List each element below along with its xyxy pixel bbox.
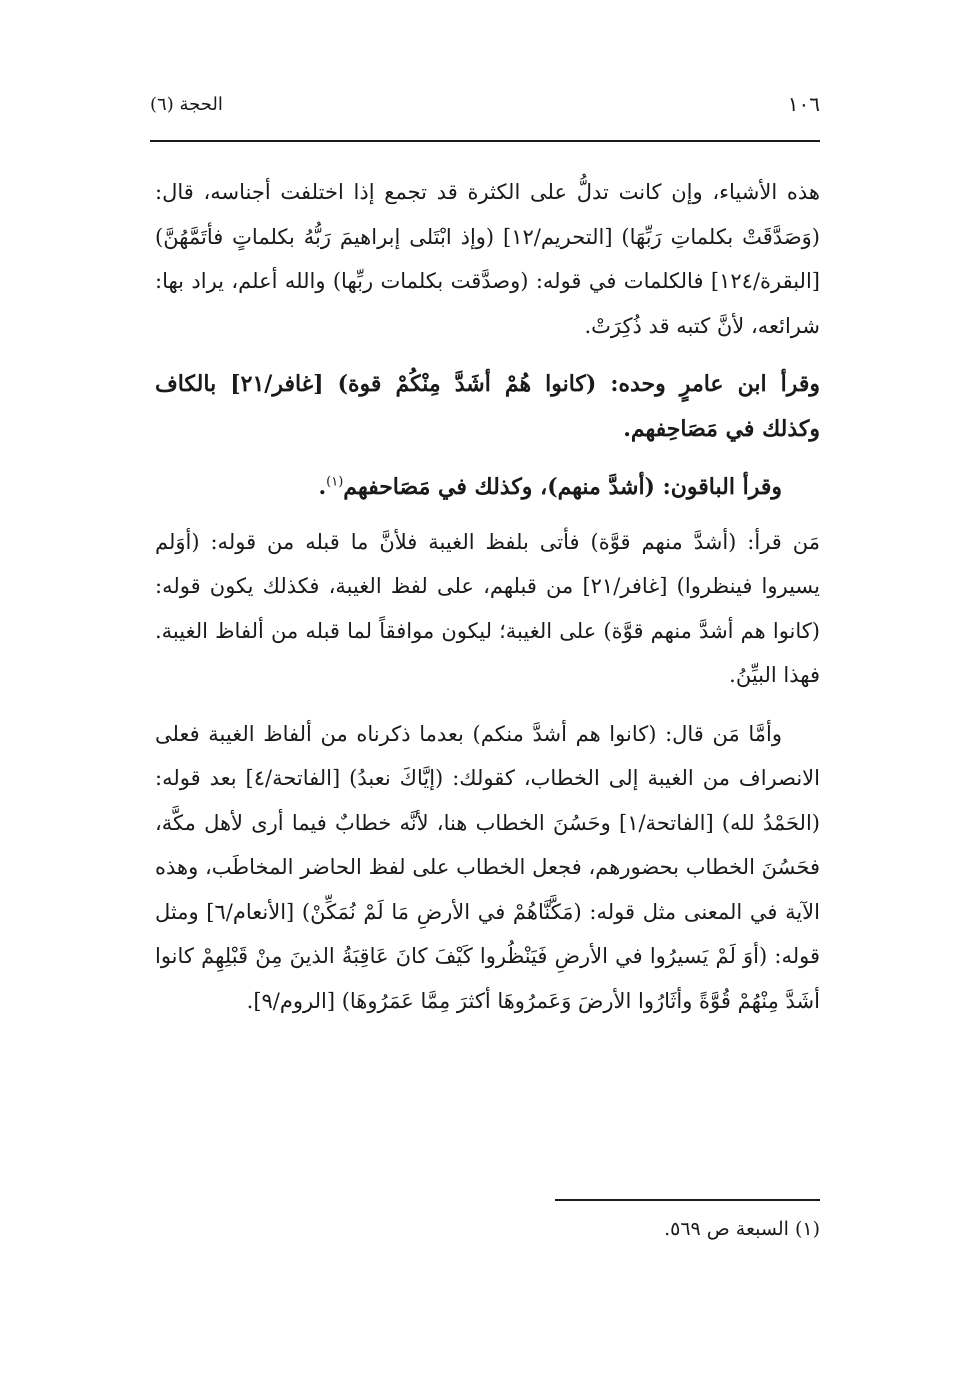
page-header bbox=[150, 92, 820, 126]
paragraph-1: هذه الأشياء، وإن كانت تدلُّ على الكثرة قد تجمع إذا اختلفت أجناسه، قال: (وَصَدَّقَتْ بكلماتِ رَبِّهَا) [التحريم/١٢] (وإذ ابْتَلى إبراهيمَ رَبُّهُ بكلماتٍ فأتَمَّهُنَّ) [البقرة/١٢٤] فالكلمات في قوله: (وصدَّقت بكلمات ربِّها) والله أعلم، يراد بها: شرائعه، لأنَّ كتبه قد ذُكِرَتْ. bbox=[155, 180, 820, 338]
main-text bbox=[155, 170, 820, 1023]
footnote-divider bbox=[555, 1199, 820, 1201]
paragraph-4: مَن قرأ: (أشدَّ منهم قوَّة) فأتى بلفظ الغيبة فلأنَّ ما قبله من قوله: (أوَلم يسيروا فينظروا) [غافر/٢١] من قبلهم، على لفظ الغيبة، فكذلك يكون قوله: (كانوا هم أشدَّ منهم قوَّة) على الغيبة؛ ليكون موافقاً لما قبله من ألفاظ الغيبة. فهذا البيِّنُ. bbox=[155, 529, 821, 687]
footnote-reference: (١) bbox=[326, 474, 344, 490]
paragraph-3-text: وقرأ الباقون: (أشدَّ منهم)، وكذلك في مَصَاحفهم bbox=[343, 474, 782, 500]
footnote-1: (١) السبعة ص ٥٦٩. bbox=[664, 1218, 820, 1240]
paragraph-5: وأمَّا مَن قال: (كانوا هم أشدَّ منكم) بعدما ذكرناه من ألفاظ الغيبة فعلى الانصراف من الغيبة إلى الخطاب، كقولك: (إيَّاكَ نعبدُ) [الفاتحة/٤] بعد قوله: (الحَمْدُ لله) [الفاتحة/١] وحَسُنَ الخطاب هنا، لأنَّه خطابٌ فيما أرى لأهل مكَّة، فحَسُنَ الخطاب بحضورهم، فجعل الخطاب على لفظ الحاضر المخاطَب، وهذه الآية في المعنى مثل قوله: (مَكَّنَّاهُمْ في الأرضِ مَا لَمْ نُمَكِّنْ) [الأنعام/٦] ومثل قوله: (أوَ لَمْ يَسيرُوا في الأرضِ فَيَنْظُروا كَيْفَ كانَ عَاقِبَةُ الذينَ مِنْ قَبْلِهِمْ كانوا أشَدَّ مِنْهُمْ قُوَّةً وأثَارُوا الأرضَ وَعَمرُوهَا أكثرَ مِمَّا عَمَرُوهَا) [الروم/٩]. bbox=[155, 721, 820, 1013]
running-title: الحجة (٦) bbox=[150, 94, 223, 115]
paragraph-3-end: . bbox=[318, 474, 327, 500]
header-divider bbox=[150, 140, 820, 142]
paragraph-3 bbox=[155, 465, 820, 510]
paragraph-2: وقرأ ابن عامرٍ وحده: (كانوا هُمْ أشَدَّ مِنْكُمْ قوة) [غافر/٢١] بالكاف وكذلك في مَصَاحِفهم. bbox=[155, 371, 820, 442]
page-number: ١٠٦ bbox=[787, 92, 820, 116]
